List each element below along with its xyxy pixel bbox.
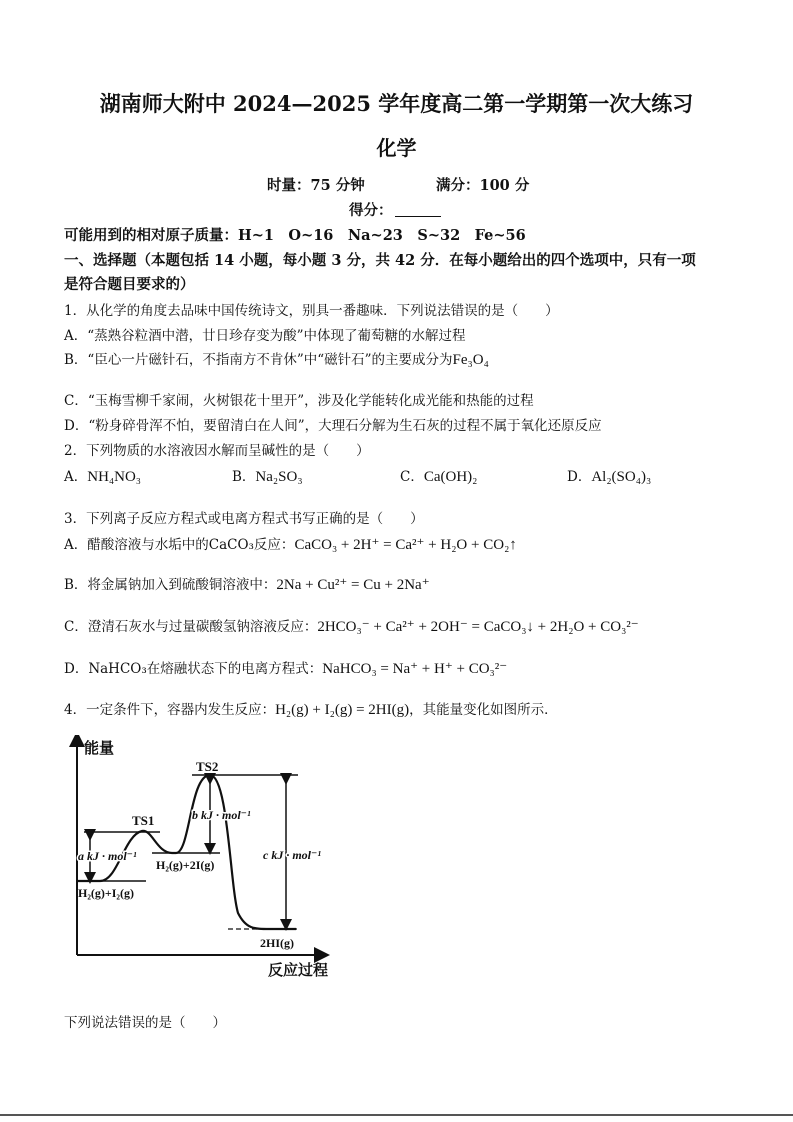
q3-option-a	[64, 533, 517, 554]
q1-option-b-formula: Fe₃O₄	[452, 352, 489, 368]
score-label: 得分：	[349, 202, 393, 219]
q2-option-c-formula: Ca(OH)₂	[423, 469, 478, 485]
q4-stem-text: 4．一定条件下，容器内发生反应：	[64, 702, 276, 718]
q2-option-d	[567, 465, 651, 486]
ts2-label: TS2	[196, 759, 219, 774]
c-energy-label: c kJ · mol⁻¹	[263, 848, 321, 862]
q3-option-d	[64, 657, 507, 678]
q1-option-b	[64, 348, 489, 369]
q3-option-c-formula: 2HCO₃⁻ + Ca²⁺ + 2OH⁻ = CaCO₃↓ + 2H₂O + CO₃²⁻	[317, 619, 639, 635]
section-heading: 一、选择题（本题包括 14 小题，每小题 3 分，共 42 分．在每小题给出的四个选项中，只有一项	[64, 252, 696, 269]
subject-title: 化学	[376, 136, 417, 160]
q2-option-b	[232, 465, 303, 486]
q4-stem-formula: H₂(g) + I₂(g) = 2HI(g)	[275, 702, 410, 718]
q1-option-c: C．“玉梅雪柳千家闹，火树银花十里开”，涉及化学能转化成光能和热能的过程	[64, 393, 534, 409]
q3-option-b	[64, 573, 430, 594]
full-score: 满分：100 分	[436, 177, 530, 194]
x-axis-label: 反应过程	[268, 963, 329, 979]
q2-option-b-label: B．	[232, 469, 256, 485]
q3-option-a-text: A．醋酸溶液与水垢中的CaCO₃反应：	[64, 537, 295, 553]
score-blank	[395, 202, 441, 217]
q4-followup: 下列说法错误的是（ ）	[64, 1015, 226, 1031]
q3-option-c-text: C．澄清石灰水与过量碳酸氢钠溶液反应：	[64, 619, 318, 635]
product-label: 2HI(g)	[260, 936, 294, 950]
q3-option-b-formula: 2Na + Cu²⁺ = Cu + 2Na⁺	[276, 577, 430, 593]
q3-option-d-formula: NaHCO₃ = Na⁺ + H⁺ + CO₃²⁻	[322, 661, 508, 677]
y-axis-label: 能量	[84, 741, 115, 757]
q1-option-d: D．“粉身碎骨浑不怕，要留清白在人间”，大理石分解为生石灰的过程不属于氧化还原反应	[64, 418, 602, 434]
q2-option-c-label: C．	[400, 469, 424, 485]
q3-option-d-text: D．NaHCO₃在熔融状态下的电离方程式：	[64, 661, 323, 677]
q3-option-c	[64, 615, 639, 636]
q2-option-d-formula: Al₂(SO₄)₃	[591, 469, 652, 485]
page-bottom-border	[0, 1114, 793, 1116]
q2-option-d-label: D．	[567, 469, 592, 485]
q2-option-a	[64, 465, 141, 486]
q2-stem: 2．下列物质的水溶液因水解而呈碱性的是（ ）	[64, 443, 370, 459]
q3-option-b-text: B．将金属钠加入到硫酸铜溶液中：	[64, 577, 277, 593]
atomic-masses: 可能用到的相对原子质量：H~1 O~16 Na~23 S~32 Fe~56	[64, 227, 526, 244]
b-energy-label: b kJ · mol⁻¹	[192, 808, 251, 822]
q4-stem	[64, 698, 558, 719]
q1-stem: 1．从化学的角度去品味中国传统诗文，别具一番趣味．下列说法错误的是（ ）	[64, 303, 559, 319]
q2-option-b-formula: Na₂SO₃	[255, 469, 303, 485]
q2-option-a-label: A．	[64, 469, 88, 485]
q3-stem: 3．下列离子反应方程式或电离方程式书写正确的是（ ）	[64, 511, 424, 527]
q1-option-a: A．“蒸熟谷粒酒中潜，廿日珍存变为酸”中体现了葡萄糖的水解过程	[64, 328, 466, 344]
time-limit: 时量：75 分钟	[267, 177, 365, 194]
reactants-label: H₂(g)+I₂(g)	[78, 886, 135, 900]
score-field	[349, 199, 441, 220]
q4-stem-tail: ，其能量变化如图所示．	[409, 702, 558, 718]
q3-option-a-formula: CaCO₃ + 2H⁺ = Ca²⁺ + H₂O + CO₂↑	[294, 537, 517, 553]
q2-option-c	[400, 465, 477, 486]
q1-option-b-text: B．“臣心一片磁针石，不指南方不肯休”中“磁针石”的主要成分为	[64, 352, 453, 368]
ts1-label: TS1	[132, 813, 155, 828]
page-title: 湖南师大附中 2024—2025 学年度高二第一学期第一次大练习	[99, 91, 694, 116]
intermediate-label: H₂(g)+2I(g)	[156, 858, 215, 872]
section-heading-cont: 是符合题目要求的）	[64, 276, 195, 293]
q2-option-a-formula: NH₄NO₃	[87, 469, 142, 485]
energy-profile-diagram	[60, 735, 350, 985]
a-energy-label: a kJ · mol⁻¹	[78, 849, 137, 863]
